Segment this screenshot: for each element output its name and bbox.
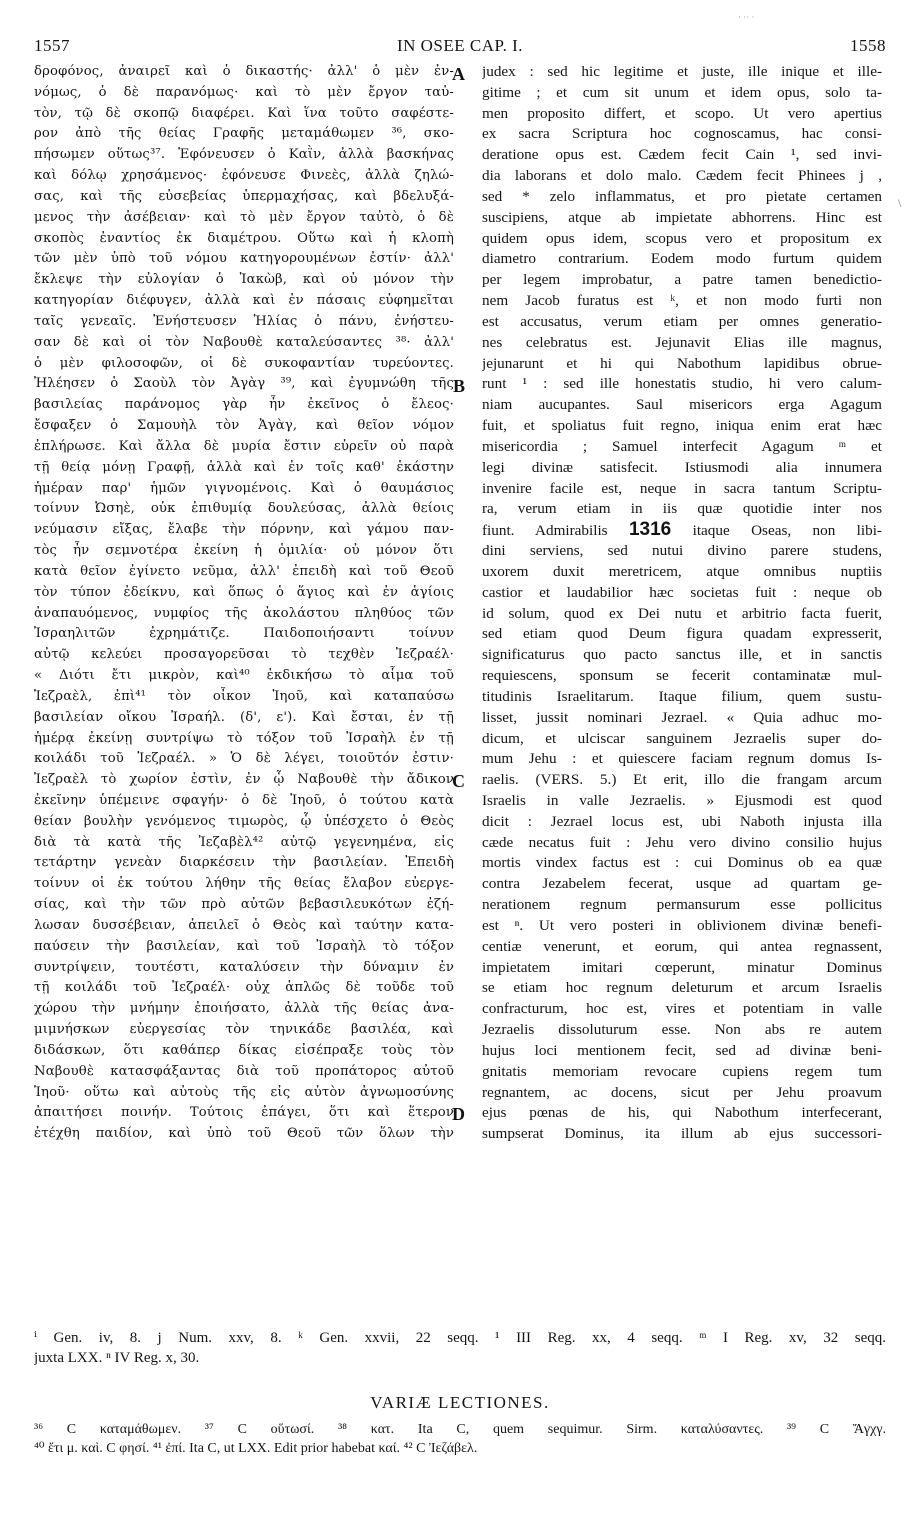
latin-text-line — [482, 520, 882, 541]
latin-text-line: raelis. (VERS. 5.) Et erit, illo die frangam arcum — [482, 771, 882, 789]
greek-text-line: βασιλείαν οἴκου Ἰσραήλ. (δ', ε'). Καὶ ἔσται, ἐν τῇ — [34, 709, 454, 725]
latin-text-line: deratione opus est. Cædem fecit Cain ¹, sed invi- — [482, 146, 882, 164]
greek-text-line: σας, καὶ τῆς εὐσεβείας ὑπερμαχήσας, καὶ βδελυξά- — [34, 188, 454, 204]
latin-text-line: per legem improbatur, a patre tamen benedictio- — [482, 271, 882, 289]
latin-text-line: titudinis Israelitarum. Itaque filium, quem sustu- — [482, 687, 882, 705]
latin-text-line: dicit : Jezrael locus est, ubi Naboth injusta illa — [482, 812, 882, 830]
greek-text-line: δροφόνος, ἀναιρεῖ καὶ ὁ δικαστής· ἀλλ' ὁ μὲν ἐν- — [34, 64, 454, 79]
latin-text-line: niam aucupantes. Saul misericors erga Agagum — [482, 396, 882, 414]
footnote-line: juxta LXX. ⁿ IV Reg. x, 30. — [34, 1350, 200, 1366]
latin-text-line: se etiam hoc regnum deleturum et arcum Israelis — [482, 979, 882, 997]
latin-text-line: invenire facile est, neque in sacra tantum Scriptu- — [482, 479, 882, 497]
greek-text-line: τοίνυν Ὠσηὲ, οὐκ ἐπιθυμίᾳ δουλεύσας, ἀλλὰ θείοις — [34, 501, 454, 517]
latin-text-line: castior et laudabilior hæc societas fuit : neque ob — [482, 583, 882, 601]
latin-text-line: impietatem imitari cœperunt, minatur Dominus — [482, 958, 882, 976]
variae-lectiones — [34, 1420, 886, 1458]
greek-text-line: πήσωμεν οὕτως³⁷. Ἐφόνευσεν ὁ Καῒν, ἀλλὰ βασκήνας — [34, 147, 454, 163]
greek-text-line: παύσειν τὴν βασιλείαν, καὶ τοῦ Ἰσραὴλ τὸ τόξον — [34, 938, 454, 954]
latin-text-line: mortis vindex factus est : cui Dominus ob ea quæ — [482, 854, 882, 872]
greek-text-line: Ἰεζραὲλ τὸ χωρίον ἐστὶν, ἐν ᾧ Ναβουθὲ τὴν ἄδικον — [34, 772, 454, 788]
latin-text-line: fuit, et spoliatus fuit regno, iniqua enim erat hæc — [482, 417, 882, 435]
greek-text-line: τὸν τύπον ἐδείκνυ, καὶ ὅπως ὁ ἅγιος καὶ ἐν ἁγίοις — [34, 584, 454, 600]
latin-text-line: mum Jehu : et quiescere faciam regnum domus Is- — [482, 750, 882, 768]
greek-text-line: κατηγορίαν διέφυγεν, ἀλλὰ καὶ ἐν πάσαις εὐφημεῖται — [34, 293, 454, 309]
latin-text-line: nes celebratus est. Jejunavit Elias ille magnus, — [482, 333, 882, 351]
greek-text-line: σίας, καὶ τὴν τῶν πρὸ αὐτῶν βεβασιλευκότων ἐζή- — [34, 897, 454, 913]
greek-text-line: Ἠλέησεν ὁ Σαοὺλ τὸν Ἀγὰγ ³⁹, καὶ ἐγυμνώθη τῆς — [34, 376, 454, 392]
latin-text-line: ra, verum etiam in iis quæ quotidie inter nos — [482, 500, 882, 518]
latin-text-line: Israelis in valle Jezraelis. » Ejusmodi est quod — [482, 791, 882, 809]
greek-text-line: μενος τὴν ἀσέβειαν· καὶ τὸ μὲν ἔργον ταὐτὸ, ὁ δὲ — [34, 209, 454, 225]
greek-text-line: ἀναπαυόμενος, νυμφίος τῆς ἀκολάστου πληθύος τῶν — [34, 605, 454, 621]
latin-text-line: ejus pœnas de his, qui Nabothum interfecerant, — [482, 1104, 882, 1122]
latin-text-line: nerationem regnum permansurum esse pollicitus — [482, 896, 882, 914]
page-number-left: 1557 — [34, 36, 70, 55]
running-title: IN OSEE CAP. I. — [396, 36, 524, 55]
latin-text-line: jejunarunt et hi qui Nabothum lapidibus obrue- — [482, 354, 882, 372]
variant-reading-line: ³⁶ C καταμάθωμεν. ³⁷ C οὕτωσί. ³⁸ κατ. Ita C, quem sequimur. Sirm. καταλύσαντες. ³⁹ C Ἄγχγ. — [34, 1422, 886, 1437]
latin-text-line: nem Jacob furatus est ᵏ, et non modo furti non — [482, 292, 882, 310]
latin-text-line: dicum, et ulciscar sanguinem Jezraelis super do- — [482, 729, 882, 747]
greek-text-line: νόμως, ὁ δὲ παρανόμως· καὶ τὸ μὲν ἔργον ταὐ- — [34, 84, 454, 100]
latin-text-line: diametro contrarium. Eodem modo furtum quidem — [482, 250, 882, 268]
latin-text-line: regnantem, ac docens, sicut per Jehu proavum — [482, 1083, 882, 1101]
latin-text-line: gnitatis memoriam revocare cupiens regem tum — [482, 1062, 882, 1080]
greek-text-line: ἀπαιτήσει ποινήν. Τούτοις ἐπάγει, ὅτι καὶ ἕτερον — [34, 1105, 454, 1121]
margin-marker-c: C — [452, 771, 465, 791]
greek-text-line: τὸς ἦν σεμνοτέρα ἐκείνη ἡ ὁμιλία· οὐ μόνον ὅτι — [34, 543, 454, 559]
greek-text-line: τῶν μὲν ὑπὸ τοῦ νόμου κατηγορουμένων ἐστίν· ἀλλ' — [34, 251, 454, 267]
greek-text-line: λωσαν δυσσέβειαν, ἀπειλεῖ ὁ Θεὸς καὶ ταύτην κατα- — [34, 917, 454, 933]
greek-text-line: τετάρτην γενεὰν διαρκέσειν τὴν βασιλείαν. Ἐπειδὴ — [34, 855, 454, 871]
greek-text-line: τῇ θείᾳ μόνῃ Γραφῇ, ἀλλὰ καὶ ἐν τοῖς καθ' ἑκάστην — [34, 459, 454, 475]
latin-text-line: ex sacra Scriptura hoc cognoscamus, hac consi- — [482, 125, 882, 143]
latin-text-line: lisset, jussit nominari Jezrael. « Quia adhuc mo- — [482, 708, 882, 726]
variae-lectiones-heading: VARIÆ LECTIONES. — [370, 1393, 550, 1412]
footnotes — [34, 1328, 886, 1368]
latin-text-line: suscipiens, atque ab impietate abhorrens. Hinc est — [482, 208, 882, 226]
latin-text-line: est accusatus, verum etiam per omnes generatio- — [482, 312, 882, 330]
latin-text-line: men proposito differt, et scopo. Ut vero apertius — [482, 104, 882, 122]
greek-text-line: διὰ τὰ κατὰ τῆς Ἰεζαβὲλ⁴² αὐτῷ γεγενημένα, εἰς — [34, 834, 454, 850]
greek-text-line: ρον ἀπὸ τῆς θείας Γραφῆς μεταμάθωμεν ³⁶, σκο- — [34, 126, 454, 142]
greek-text-line: ἐκεῖνην ὑπέμεινε σφαγήν· ὁ δὲ Ἰηοῦ, ὁ τούτου κατὰ — [34, 792, 454, 808]
footnote-line: ⁱ Gen. iv, 8. j Num. xxv, 8. ᵏ Gen. xxvii, 22 seqq. ¹ III Reg. xx, 4 seqq. ᵐ I Reg. xv, 32 seqq. — [34, 1330, 886, 1346]
greek-text-line: χώρου τὴν μνήμην ἐποιήσατο, ἀλλὰ τῆς θείας ἀνα- — [34, 1001, 454, 1017]
latin-text-line: est ⁿ. Ut vero posteri in oblivionem divinæ benefi- — [482, 916, 882, 934]
greek-text-line: κατὰ θεῖον ἐγίνετο νεῦμα, ἀλλ' ἐπειδὴ καὶ τοῦ Θεοῦ — [34, 563, 454, 579]
greek-text-line: ἡμέρᾳ ἐκείνῃ συντρίψω τὸ τόξον τοῦ Ἰσραὴλ ἐν τῇ — [34, 730, 454, 746]
greek-text-line: σαν δὲ καὶ οἱ τὸν Ναβουθὲ καταλεύσαντες ³⁸· ἀλλ' — [34, 334, 454, 350]
greek-text-line: μιμνήσκων εὐεργεσίας τὸν τηνικάδε βασιλέα, καὶ — [34, 1022, 454, 1038]
greek-text-line: τῇ κοιλάδι τοῦ Ἰεζραέλ· οὐχ ἁπλῶς δὲ τοῦδε τοῦ — [34, 980, 454, 996]
stray-mark: \ — [898, 196, 902, 210]
variant-reading-line: ⁴⁰ ἔτι μ. καὶ. C φησί. ⁴¹ ἐπί. Ita C, ut LXX. Edit prior habebat καί. ⁴² C Ἰεζάβελ. — [34, 1441, 478, 1456]
latin-text-line: misericordia ; Samuel interfecit Agagum ᵐ et — [482, 437, 882, 455]
greek-text-column — [34, 62, 454, 1145]
latin-text-fragment: fiunt. Admirabilis — [482, 522, 629, 540]
greek-text-line: σκοπὸς ἐναντίος ἐκ διαμέτρου. Οὕτω καὶ ἡ κλοπὴ — [34, 230, 454, 246]
greek-text-line: βασιλείας παράνομος γὰρ ἦν ἐκεῖνος ὁ ἔλεος· — [34, 397, 454, 413]
page-number-right: 1558 — [850, 36, 886, 55]
greek-text-line: διδάσκων, ὅτι καθάπερ δίκας εἰσέπραξε τοὺς τὸν — [34, 1042, 454, 1058]
latin-text-line: judex : sed hic legitime et juste, ille inique et ille- — [482, 63, 882, 80]
latin-text-line: runt ¹ : sed ille honestatis studio, hi vero calum- — [482, 375, 882, 393]
latin-text-line: significaturus quo pacto sanctus ille, et in sanctis — [482, 646, 882, 664]
greek-text-line: ἐπλήρωσε. Καὶ ἄλλα δὲ μυρία ἔστιν εὑρεῖν οὐ παρὰ — [34, 438, 454, 454]
latin-text-line: quidem opus idem, scopus vero et propositum ex — [482, 229, 882, 247]
greek-text-line: Ἰηοῦ· οὕτω καὶ αὐτοὺς τῆς εἰς αὐτὸν ἀγνωμοσύνης — [34, 1084, 454, 1100]
latin-text-column — [482, 62, 882, 1145]
latin-text-line: sed etiam quod Deum figura quadam expresserit, — [482, 625, 882, 643]
greek-text-line: Ναβουθὲ κατασφάξαντας διὰ τοῦ προπάτορος αὐτοῦ — [34, 1063, 454, 1079]
margin-marker-a: A — [452, 64, 465, 84]
latin-text-line: cæde necatus fuit : Jehu vero divino consilio hujus — [482, 833, 882, 851]
greek-text-line: Ἰεζραὲλ, ἐπὶ⁴¹ τὸν οἶκον Ἰηοῦ, καὶ καταπαύσω — [34, 688, 454, 704]
greek-text-line: τὸν, τῷ δὲ σκοπῷ διαφέρει. Καὶ ἵνα τοῦτο σαφέστε- — [34, 105, 454, 121]
latin-text-line: dia laborans et dolo malo. Cædem fecit Phinees j , — [482, 167, 882, 185]
latin-text-fragment: itaque Oseas, non libi- — [671, 522, 882, 540]
latin-text-line: Jezraelis dissoluturum esse. Non abs re autem — [482, 1021, 882, 1039]
greek-text-line: ἐτέχθη παιδίον, καὶ ὑπὸ τοῦ Θεοῦ τῶν ὅλων τὴν — [34, 1126, 454, 1142]
latin-text-line: gitime ; et cum sit unum et idem opus, solo ta- — [482, 83, 882, 101]
latin-text-line: legi divinæ satisfecit. Istiusmodi alia innumera — [482, 458, 882, 476]
stray-mark: · ·· · — [738, 12, 755, 22]
greek-text-line: τοίνυν οἱ ἐκ τούτου λήθην τῆς θείας ἔλαβον εὐεργε- — [34, 876, 454, 892]
running-header — [34, 36, 886, 58]
greek-text-line: ὁ μὲν φιλοσοφῶν, οἱ δὲ συκοφαντίαν τυρεύοντες. — [34, 355, 454, 371]
latin-text-line: centiæ venerunt, et eorum, qui antea regnassent, — [482, 937, 882, 955]
latin-text-line: dini serviens, sed nutui divino parere studens, — [482, 542, 882, 560]
greek-text-line: ἔσφαξεν ὁ Σαμουὴλ τὸν Ἀγὰγ, καὶ θεῖον νόμον — [34, 418, 454, 434]
greek-text-line: κοιλάδι τοῦ Ἰεζραέλ. » Ὁ δὲ λέγει, τοιοῦτόν ἐστιν· — [34, 751, 454, 767]
latin-text-line: uxorem duxit meretricem, atque omnibus nuptiis — [482, 562, 882, 580]
latin-text-line: sed * zelo inflammatus, et pro pietate certamen — [482, 187, 882, 205]
latin-text-line: contra Jezabelem fecerat, usque ad quartam ge- — [482, 875, 882, 893]
greek-text-line: « Διότι ἔτι μικρὸν, καὶ⁴⁰ ἐκδικήσω τὸ αἷμα τοῦ — [34, 668, 454, 684]
greek-text-line: ἡμέραν παρ' ἡμῶν γιγνομένοις. Καὶ ὁ θαυμάσιος — [34, 480, 454, 496]
greek-text-line: θείαν βουλὴν γενόμενος τιμωρὸς, ᾧ ὑπέσχετο ὁ Θεὸς — [34, 813, 454, 829]
greek-text-line: νεύμασιν εἴξας, ἔλαβε τὴν πόρνην, καὶ γάμου παν- — [34, 522, 454, 538]
greek-text-line: Ἰσραηλιτῶν ἐχρημάτιζε. Παιδοποιήσαντι τοίνυν — [34, 626, 454, 642]
greek-text-line: καὶ δόλῳ χρησάμενος· ἐφόνευσε Φινεὲς, ἀλλὰ ζηλώ- — [34, 168, 454, 184]
greek-text-line: αὐτῷ κελεύει προσαγορεῦσαι τὸ τεχθὲν Ἰεζραέλ· — [34, 647, 454, 663]
greek-text-line: συντρίψειν, τουτέστι, καταλύσειν τὴν δύναμιν ἐν — [34, 959, 454, 975]
latin-text-line: confracturum, hoc est, vires et potentiam in valle — [482, 1000, 882, 1018]
latin-text-line: requiescens, sponsum se fecerit contaminatæ mul- — [482, 667, 882, 685]
latin-text-line: id solum, quod ex Dei nutu et arbitrio facta fuerit, — [482, 604, 882, 622]
greek-text-line: ταῖς γενεαῖς. Ἐνήστευσεν Ἠλίας ὁ πάνυ, ἐνήστευ- — [34, 313, 454, 329]
latin-text-line: hujus loci mentionem fecit, sed ad divinæ beni- — [482, 1041, 882, 1059]
greek-text-line: ἔκλεψε τὴν εὐλογίαν ὁ Ἰακὼβ, καὶ οὐ μόνον τὴν — [34, 272, 454, 288]
latin-text-line: sumpserat Dominus, ita illum ab ejus successori- — [482, 1125, 882, 1143]
column-number: 1316 — [628, 520, 672, 541]
margin-marker-b: B — [453, 376, 466, 396]
margin-marker-d: D — [452, 1104, 465, 1124]
